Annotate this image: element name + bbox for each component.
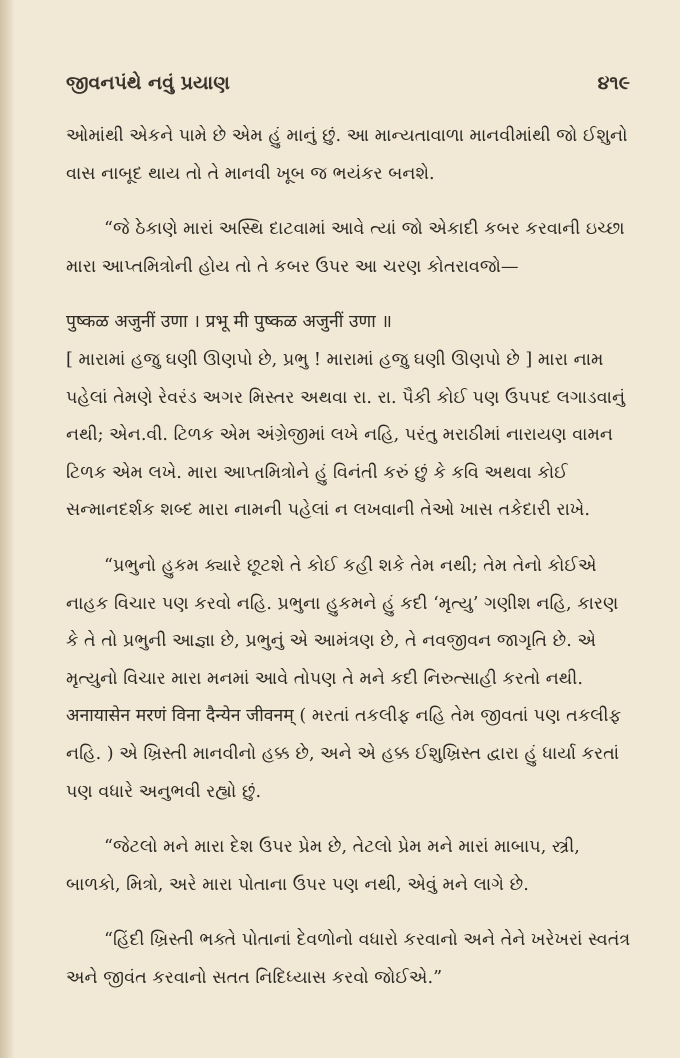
page-number: ૪૧૯ bbox=[597, 72, 630, 94]
epitaph-verse: पुष्कळ अजुनीं उणा । प्रभू मी पुष्कळ अजुनीं उणा ॥ bbox=[66, 312, 392, 333]
page-binding-edge bbox=[0, 0, 14, 1058]
running-header bbox=[66, 72, 630, 94]
page-body bbox=[66, 118, 636, 997]
paragraph-translation-and-title: [ મારામાં હજુ ઘણી ઊણપો છે, પ્રભુ ! મારામાં હજુ ઘણી ઊણપો છે ] મારા નામ પહેલાં તેમણે રેવરંડ અગર મિસ્તર અથવા રા. રા. પૈકી કોઈ પણ ઉપપદ લગાડવાનું નથી; એન.વી. ટિળક એમ અંગ્રેજીમાં લખે નહિ, પરંતુ મરાઠીમાં નારાયણ વામન ટિળક એમ લખે. મારા આપ્તમિત્રોને હું વિનંતી કરું છું કે કવિ અથવા કોઈ સન્માનદર્શક શબ્દ મારા નામની પહેલાં ન લખવાની તેઓ ખાસ તકેદારી રાખે. bbox=[66, 349, 626, 521]
header-title: જીવનપંથે નવું પ્રયાણ bbox=[66, 72, 230, 94]
paragraph-on-death: “પ્રભુનો હુકમ ક્યારે છૂટશે તે કોઈ કહી શકે તેમ નથી; તેમ તેનો કોઈએ નાહક વિચાર પણ કરવો નહિ. પ્રભુના હુકમને હું કદી ‘મૃત્યુ’ ગણીશ નહિ, કારણ કે તે તો પ્રભુની આજ્ઞા છે, પ્રભુનું એ આમંત્રણ છે, તે નવજીવન જાગૃતિ છે. એ મૃત્યુનો વિચાર મારા મનમાં આવે તોપણ તે મને કદી નિરુત્સાહી કરતો નથી. अनायासेन मरणं विना दैन्येन जीवनम् ( મરતાં તકલીફ નહિ તેમ જીવતાં પણ તકલીફ નહિ. ) એ ખ્રિસ્તી માનવીનો હક્ક છે, અને એ હક્ક ઈશુખ્રિસ્ત દ્વારા હું ધાર્યા કરતાં પણ વધારે અનુભવી રહ્યો છું. bbox=[66, 555, 622, 802]
paragraph-epitaph-request: “જે ઠેકાણે મારાં અસ્થિ દાટવામાં આવે ત્યાં જો એકાદી કબર કરવાની ઇચ્છા મારા આપ્તમિત્રોની હોય તો તે કબર ઉપર આ ચરણ કોતરાવજો— bbox=[66, 219, 625, 277]
paragraph-continuation: ઓમાંથી એકને પામે છે એમ હું માનું છું. આ માન્યતાવાળા માનવીમાંથી જો ઈશુનો વાસ નાબૂદ થાય તો તે માનવી ખૂબ જ ભયંકર બનશે. bbox=[66, 126, 628, 184]
paragraph-love-of-country: “જેટલો મને મારા દેશ ઉપર પ્રેમ છે, તેટલો પ્રેમ મને મારાં માબાપ, સ્ત્રી, બાળકો, મિત્રો, અરે મારા પોતાના ઉપર પણ નથી, એવું મને લાગે છે. bbox=[66, 837, 580, 895]
paragraph-indian-church: “હિંદી ખ્રિસ્તી ભક્તે પોતાનાં દેવળોનો વધારો કરવાનો અને તેને ખરેખરાં સ્વતંત્ર અને જીવંત કરવાનો સતત નિદિધ્યાસ કરવો જોઈએ.” bbox=[66, 930, 631, 988]
